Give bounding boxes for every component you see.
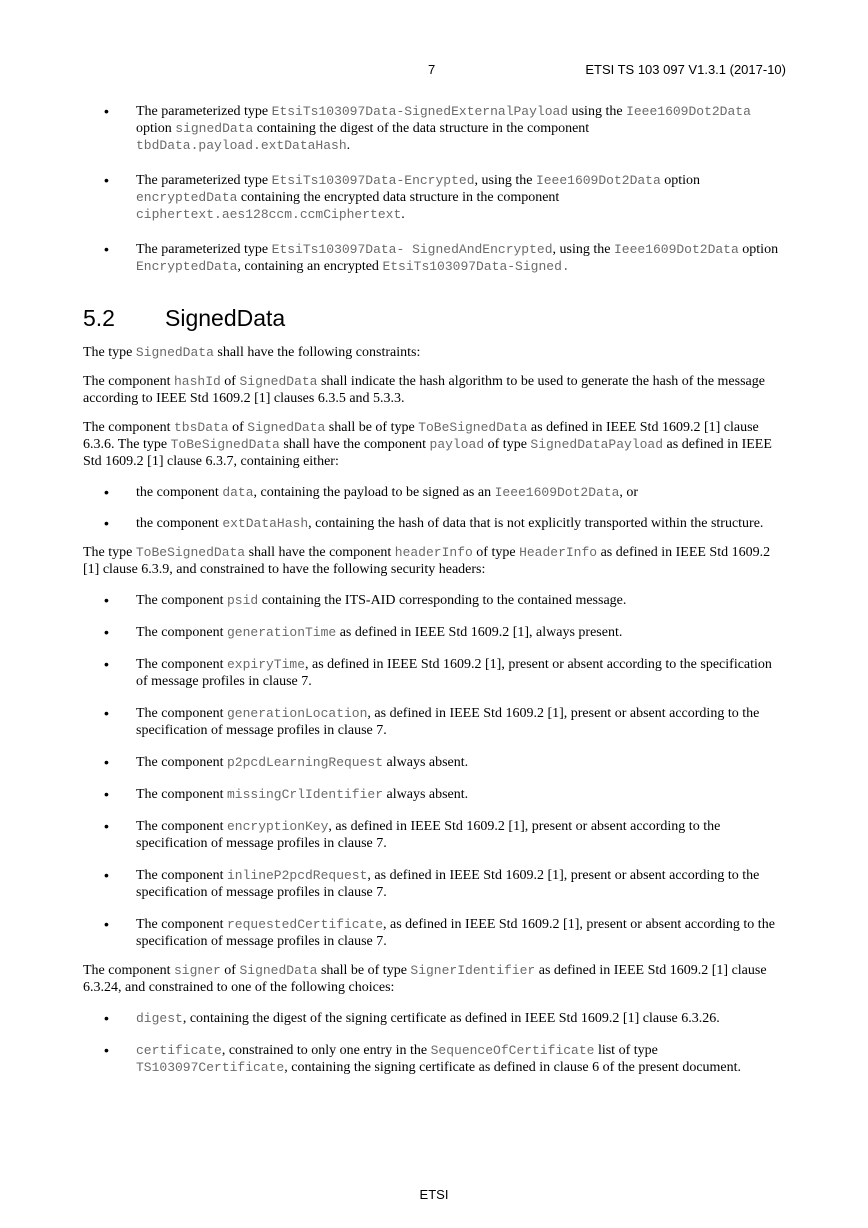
code-term: SequenceOfCertificate (430, 1043, 595, 1058)
text-run: option (660, 173, 701, 188)
section-heading (83, 304, 787, 332)
code-term: Ieee1609Dot2Data (494, 485, 620, 500)
code-term: generationTime (226, 625, 337, 640)
code-term: encryptionKey (226, 819, 329, 834)
section-number: 5.2 (83, 305, 115, 331)
code-term: SignedData (247, 420, 326, 435)
code-term: ToBeSignedData (170, 437, 280, 452)
bullet-item (83, 515, 787, 532)
text-run: , containing the hash of data that is not explicitly transported within the structure. (308, 516, 764, 531)
code-term: digest (136, 1011, 183, 1026)
header-bullet-list (83, 592, 787, 950)
text-run: list of type (594, 1043, 658, 1058)
text-run: The type (83, 545, 136, 560)
text-run: containing the ITS-AID corresponding to the contained message. (258, 593, 627, 608)
code-term: inlineP2pcdRequest (226, 868, 368, 883)
text-run: shall have the component (245, 545, 395, 560)
code-term: Ieee1609Dot2Data (535, 173, 661, 188)
text-run: of type (472, 545, 520, 560)
paragraph (83, 962, 787, 996)
text-run: as defined in IEEE Std 1609.2 [1] clause 6.3.6. The type (83, 420, 759, 452)
code-term: tbsData (173, 420, 229, 435)
bullet-item (83, 786, 787, 803)
code-term: SignedData (239, 963, 318, 978)
code-term: psid (226, 593, 259, 608)
text-run: always absent. (383, 787, 469, 802)
text-run: The parameterized type (136, 242, 272, 257)
code-term: EtsiTs103097Data- SignedAndEncrypted (271, 242, 553, 257)
text-run: , as defined in IEEE Std 1609.2 [1], present or absent according to the specification of message profiles in clause 7. (136, 917, 775, 949)
code-term: requestedCertificate (226, 917, 384, 932)
code-term: missingCrlIdentifier (226, 787, 384, 802)
bullet-item (83, 1010, 787, 1027)
text-run: The component (83, 963, 174, 978)
bullet-item (83, 916, 787, 950)
bullet-item (83, 484, 787, 501)
paragraph (83, 344, 787, 361)
text-run: the component (136, 485, 223, 500)
signer-bullet-list (83, 1010, 787, 1076)
text-run: using the (568, 104, 627, 119)
text-run: The component (136, 657, 227, 672)
text-run: , containing the digest of the signing certificate as defined in IEEE Std 1609.2 [1] clause 6.3.26. (182, 1011, 720, 1026)
code-term: generationLocation (226, 706, 368, 721)
text-run: as defined in IEEE Std 1609.2 [1] clause 6.3.7, containing either: (83, 437, 772, 469)
code-term: Ieee1609Dot2Data (626, 104, 751, 119)
text-run: as defined in IEEE Std 1609.2 [1], always present. (336, 625, 623, 640)
bullet-item (83, 172, 787, 223)
text-run: shall indicate the hash algorithm to be used to generate the hash of the message according to IEEE Std 1609.2 [1] clauses 6.3.5 and 5.3.3. (83, 374, 765, 406)
text-run: shall be of type (317, 963, 411, 978)
code-term: EtsiTs103097Data-SignedExternalPayload (271, 104, 569, 119)
text-run: The component (83, 374, 174, 389)
code-term: HeaderInfo (519, 545, 598, 560)
code-term: p2pcdLearningRequest (226, 755, 384, 770)
code-term: TS103097Certificate (136, 1060, 285, 1075)
text-run: The component (136, 917, 227, 932)
text-run: The component (136, 625, 227, 640)
text-run: option (136, 121, 176, 136)
text-run: containing the digest of the data structure in the component (253, 121, 590, 136)
text-run: , using the (474, 173, 536, 188)
code-term: certificate (136, 1043, 222, 1058)
text-run: , containing the payload to be signed as an (253, 485, 495, 500)
text-run: of (220, 374, 240, 389)
code-term: expiryTime (226, 657, 305, 672)
bullet-item (83, 624, 787, 641)
text-run: , using the (552, 242, 614, 257)
text-run: always absent. (383, 755, 469, 770)
bullet-item (83, 754, 787, 771)
code-term: ciphertext.aes128ccm.ccmCiphertext (136, 207, 402, 222)
code-term: hashId (173, 374, 221, 389)
bullet-item (83, 1042, 787, 1076)
text-run: of (220, 963, 240, 978)
bullet-item (83, 103, 787, 154)
text-run: . (346, 138, 351, 153)
text-run: , or (619, 485, 639, 500)
bullet-item (83, 818, 787, 852)
paragraph (83, 544, 787, 578)
text-run: The parameterized type (136, 104, 272, 119)
text-run: , containing an encrypted (237, 259, 383, 274)
text-run: , as defined in IEEE Std 1609.2 [1], present or absent according to the specification of message profiles in clause 7. (136, 868, 760, 900)
code-term: EtsiTs103097Data-Encrypted (271, 173, 475, 188)
bullet-item (83, 656, 787, 690)
code-term: signer (173, 963, 221, 978)
footer-etsi: ETSI (419, 1187, 449, 1202)
text-run: The component (136, 819, 227, 834)
text-run: , as defined in IEEE Std 1609.2 [1], present or absent according to the specification of message profiles in clause 7. (136, 657, 772, 689)
code-term: signedData (175, 121, 254, 136)
text-run: The component (136, 868, 227, 883)
text-run: , containing the signing certificate as defined in clause 6 of the present document. (284, 1060, 742, 1075)
text-run: , as defined in IEEE Std 1609.2 [1], present or absent according to the specification of message profiles in clause 7. (136, 819, 721, 851)
code-term: payload (429, 437, 485, 452)
code-term: EncryptedData (136, 259, 238, 274)
code-term: ToBeSignedData (418, 420, 528, 435)
page-number: 7 (428, 62, 436, 77)
text-run: , as defined in IEEE Std 1609.2 [1], present or absent according to the specification of message profiles in clause 7. (136, 706, 760, 738)
section-title: SignedData (165, 305, 286, 331)
text-run: The component (136, 787, 227, 802)
text-run: The component (136, 593, 227, 608)
text-run: . (401, 207, 405, 222)
code-term: . (561, 259, 570, 274)
text-run: The component (136, 706, 227, 721)
text-run: The type (83, 345, 136, 360)
code-term: EtsiTs103097Data-Signed (382, 259, 562, 274)
bullet-item (83, 241, 787, 275)
text-run: The parameterized type (136, 173, 272, 188)
text-run: shall have the component (279, 437, 430, 452)
text-run: of (228, 420, 248, 435)
code-term: encryptedData (136, 190, 238, 205)
text-run: shall be of type (325, 420, 419, 435)
paragraph (83, 419, 787, 470)
code-term: SignerIdentifier (410, 963, 536, 978)
code-term: data (222, 485, 254, 500)
code-term: tbdData.payload.extDataHash (136, 138, 347, 153)
bullet-item (83, 592, 787, 609)
text-run: as defined in IEEE Std 1609.2 [1] clause 6.3.24, and constrained to one of the following choices: (83, 963, 767, 995)
text-run: option (738, 242, 779, 257)
bullet-item (83, 867, 787, 901)
code-term: SignedDataPayload (530, 437, 664, 452)
paragraph (83, 373, 787, 407)
text-run: The component (136, 755, 227, 770)
text-run: the component (136, 516, 223, 531)
code-term: SignedData (135, 345, 214, 360)
code-term: extDataHash (222, 516, 309, 531)
code-term: SignedData (239, 374, 318, 389)
text-run: as defined in IEEE Std 1609.2 [1] clause 6.3.9, and constrained to have the following security headers: (83, 545, 771, 577)
text-run: , constrained to only one entry in the (221, 1043, 431, 1058)
code-term: Ieee1609Dot2Data (613, 242, 739, 257)
code-term: headerInfo (394, 545, 473, 560)
text-run: containing the encrypted data structure in the component (237, 190, 560, 205)
text-run: shall have the following constraints: (213, 345, 421, 360)
text-run: The component (83, 420, 174, 435)
text-run: of type (484, 437, 531, 452)
top-bullet-list (83, 103, 787, 275)
code-term: ToBeSignedData (135, 545, 246, 560)
document-reference: ETSI TS 103 097 V1.3.1 (2017-10) (585, 62, 786, 77)
payload-bullet-list (83, 484, 787, 532)
bullet-item (83, 705, 787, 739)
page-content (83, 103, 787, 1076)
